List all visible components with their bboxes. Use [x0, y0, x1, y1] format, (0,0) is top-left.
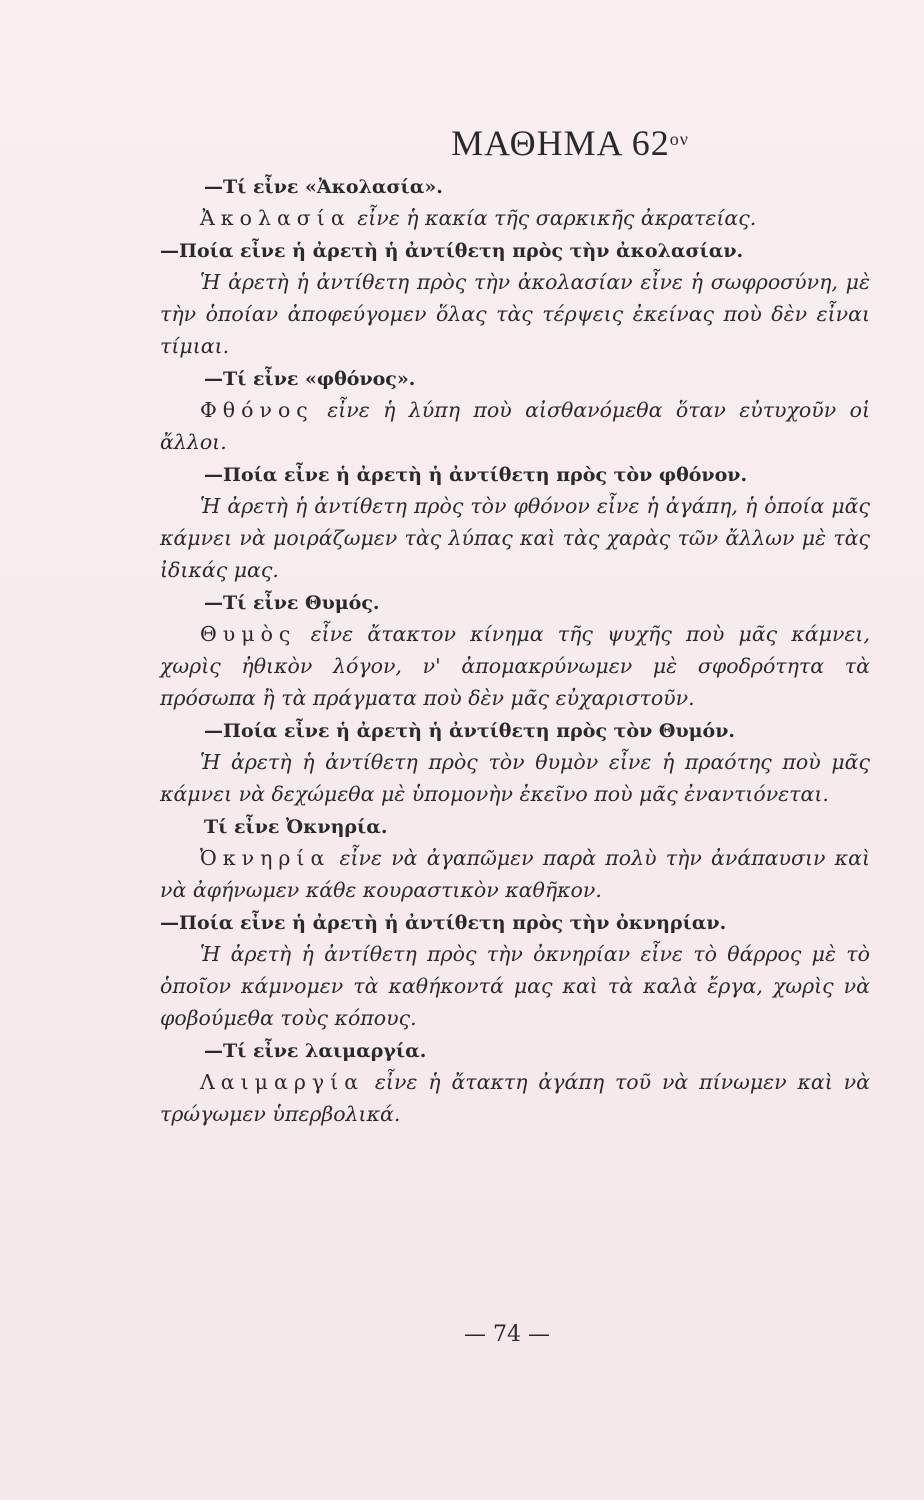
answer-5	[160, 618, 870, 714]
answer-9	[160, 1066, 870, 1130]
answer-6-term: Ἡ	[200, 750, 221, 774]
answer-8-term: Ἡ	[200, 942, 221, 966]
answer-9-text: εἶνε ἡ ἄτακτη ἀγάπη τοῦ νὰ πίνωμεν καὶ νὰ τρώγωμεν ὑπερβολικά.	[160, 1070, 870, 1126]
question-6: —Ποία εἶνε ἡ ἀρετὴ ἡ ἀντίθετη πρὸς τὸν Θυμόν.	[204, 720, 735, 742]
answer-4-term: Ἡ	[200, 494, 221, 518]
answer-8	[160, 938, 870, 1034]
answer-7-term: Ὀκνηρία	[200, 846, 331, 870]
answer-4-text: ἀρετὴ ἡ ἀντίθετη πρὸς τὸν φθόνον εἶνε ἡ ἀγάπη, ἡ ὁποία μᾶς κάμνει νὰ μοιράζωμεν τὰς λύπας καὶ τὰς χαρὰς τῶν ἄλλων μὲ τὰς ἰδικάς μας.	[160, 494, 870, 582]
question-7: Τί εἶνε Ὀκνηρία.	[204, 816, 388, 838]
lesson-title	[160, 122, 870, 164]
question-5: —Τί εἶνε Θυμός.	[204, 592, 380, 614]
answer-6-text: ἀρετὴ ἡ ἀντίθετη πρὸς τὸν θυμὸν εἶνε ἡ πραότης ποὺ μᾶς κάμνει νὰ δεχώμεθα μὲ ὑπομονὴν ἐκεῖνο ποὺ μᾶς ἐναντιόνεται.	[160, 750, 870, 806]
answer-1-text: εἶνε ἡ κακία τῆς σαρκικῆς ἀκρατείας.	[357, 206, 757, 230]
answer-6	[160, 746, 870, 810]
answer-7-text: εἶνε νὰ ἀγαπῶμεν παρὰ πολὺ τὴν ἀνάπαυσιν καὶ νὰ ἀφήνωμεν κάθε κουραστικὸν καθῆκον.	[160, 846, 870, 902]
question-8: —Ποία εἶνε ἡ ἀρετὴ ἡ ἀντίθετη πρὸς τὴν ὀκνηρίαν.	[160, 912, 727, 934]
answer-3-term: Φθόνος	[200, 398, 314, 422]
answer-4	[160, 490, 870, 586]
answer-9-term: Λαιμαργία	[200, 1070, 365, 1094]
answer-2-text: ἀρετὴ ἡ ἀντίθετη πρὸς τὴν ἀκολασίαν εἶνε ἡ σωφροσύνη, μὲ τὴν ὁποίαν ἀποφεύγομεν ὅλας τὰς τέρψεις ἐκείνας ποὺ δὲν εἶναι τίμιαι.	[160, 270, 870, 358]
question-1: —Τί εἶνε «Ἀκολασία».	[204, 176, 443, 198]
answer-5-text: εἶνε ἄτακτον κίνημα τῆς ψυχῆς ποὺ μᾶς κάμνει, χωρὶς ἠθικὸν λόγον, ν' ἀπομακρύνωμεν μὲ σφοδρότητα τὰ πρόσωπα ἢ τὰ πράγματα ποὺ δὲν μᾶς εὐχαριστοῦν.	[160, 622, 870, 710]
answer-2-term: Ἡ	[200, 270, 221, 294]
question-2: —Ποία εἶνε ἡ ἀρετὴ ἡ ἀντίθετη πρὸς τὴν ἀκολασίαν.	[160, 240, 744, 262]
lesson-body	[160, 122, 870, 1130]
lesson-title-text: ΜΑΘΗΜΑ 62	[451, 123, 670, 163]
answer-3	[160, 394, 870, 458]
question-3: —Τί εἶνε «φθόνος».	[204, 368, 416, 390]
answer-1-term: Ἀκολασία	[200, 206, 351, 230]
answer-5-term: Θυμὸς	[200, 622, 297, 646]
answer-8-text: ἀρετὴ ἡ ἀντίθετη πρὸς τὴν ὀκνηρίαν εἶνε τὸ θάρρος μὲ τὸ ὁποῖον κάμνομεν τὰ καθήκοντά μας καὶ τὰ καλὰ ἔργα, χωρὶς νὰ φοβούμεθα τοὺς κόπους.	[160, 942, 870, 1030]
answer-7	[160, 842, 870, 906]
answer-2	[160, 266, 870, 362]
lesson-title-ordinal: ον	[669, 129, 689, 149]
answer-1	[160, 202, 870, 234]
answer-3-text: εἶνε ἡ λύπη ποὺ αἰσθανόμεθα ὅταν εὐτυχοῦν οἱ ἄλλοι.	[160, 398, 870, 454]
question-4: —Ποία εἶνε ἡ ἀρετὴ ἡ ἀντίθετη πρὸς τὸν φθόνον.	[204, 464, 748, 486]
question-9: —Τί εἶνε λαιμαργία.	[204, 1040, 427, 1062]
page-number: — 74 —	[464, 1322, 550, 1347]
